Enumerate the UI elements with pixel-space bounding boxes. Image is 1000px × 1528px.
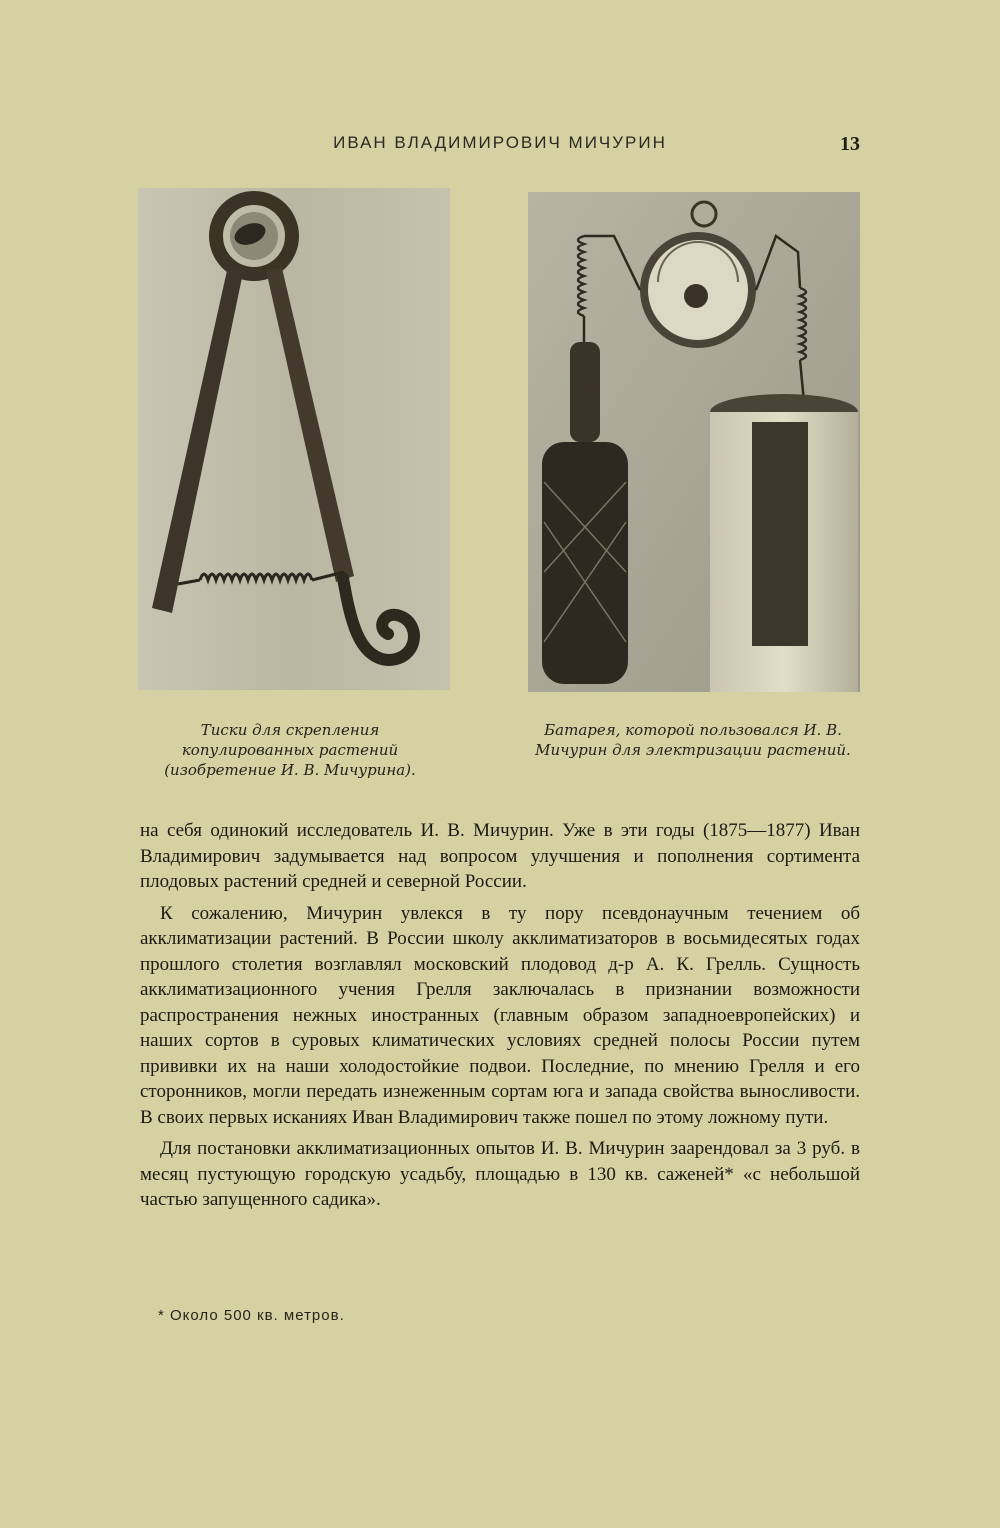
- figure-caption-right: Батарея, которой пользовался И. В. Мичурин для электризации растений.: [535, 721, 851, 759]
- figure-battery-apparatus: [528, 192, 860, 692]
- grafting-clamp-image: [138, 188, 450, 690]
- battery-apparatus-image: [528, 192, 860, 692]
- body-text: [140, 818, 860, 1219]
- figure-caption-left: Тиски для скрепления копулированных растений (изобретение И. В. Мичурина).: [164, 721, 416, 779]
- paragraph-3: Для постановки акклиматизационных опытов И. В. Мичурин заарендовал за 3 руб. в месяц пустующую городскую усадьбу, площадью в 130 кв. саженей* «с небольшой частью запущенного садика».: [140, 1138, 860, 1210]
- footnote: * Около 500 кв. метров.: [158, 1307, 345, 1324]
- paragraph-2: К сожалению, Мичурин увлекся в ту пору псевдонаучным течением об акклиматизации растений. В России школу акклиматизаторов в восьмидесятых годах прошлого столетия возглавлял московский плодовод д-р А. К. Грелль. Сущность акклиматизационного учения Грелля заключалась в признании возможности распространения нежных иностранных (главным образом западноевропейских) и наших сортов в суровых климатических условиях средней полосы России путем прививки их на наши холодостойкие подвои. Последние, по мнению Грелля и его сторонников, могли передать изнеженным сортам юга и запада свойства выносливости. В своих первых исканиях Иван Владимирович также пошел по этому ложному пути.: [140, 902, 860, 1128]
- figure-grafting-clamp: [138, 188, 450, 690]
- paragraph-1: на себя одинокий исследователь И. В. Мичурин. Уже в эти годы (1875—1877) Иван Владимирович задумывается над вопросом улучшения и пополнения сортимента плодовых растений средней и северной России.: [140, 820, 860, 892]
- running-title: ИВАН ВЛАДИМИРОВИЧ МИЧУРИН: [333, 133, 667, 152]
- page-number: 13: [840, 133, 860, 155]
- running-head: [140, 133, 860, 159]
